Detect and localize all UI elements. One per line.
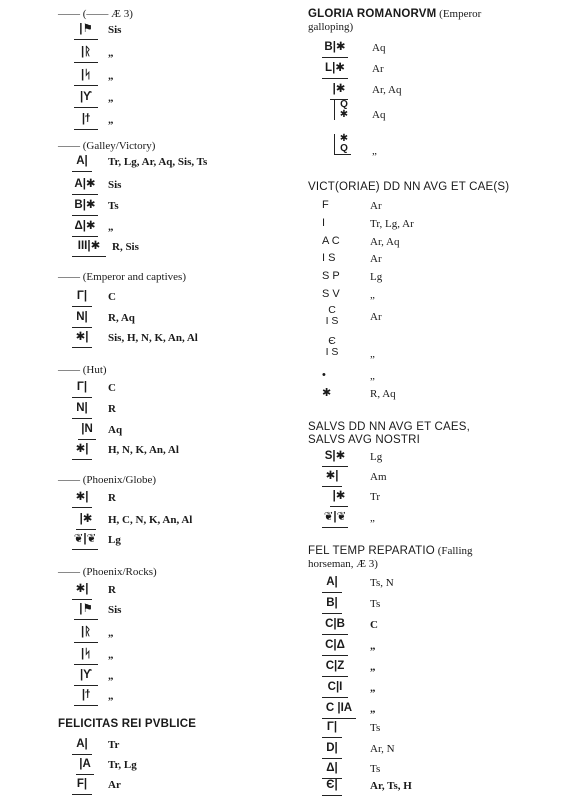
mint-list: Aq xyxy=(372,42,386,54)
mintmark: A|✱ xyxy=(72,177,98,195)
section-header: —— (Phoenix/Globe) xyxy=(58,474,157,486)
mint-list: R xyxy=(108,584,116,596)
mintmark: Γ| xyxy=(72,289,92,307)
mark-top: Є xyxy=(328,335,336,347)
section-header xyxy=(308,8,481,21)
section-header: SALVS DD NN AVG ET CAES, xyxy=(308,421,471,433)
mintmark: |ᚱ xyxy=(74,45,98,63)
mint-list: R, Aq xyxy=(108,312,135,324)
mint-list: „ xyxy=(370,289,375,301)
mintmark: C|I xyxy=(322,680,348,698)
mint-list: „ xyxy=(370,661,376,673)
mint-list: Ar xyxy=(372,63,384,75)
mintmark: C|Z xyxy=(322,659,348,677)
mint-list: Tr, Lg, Ar xyxy=(370,218,414,230)
mint-list: Ts xyxy=(370,598,381,610)
mint-list: Ts xyxy=(108,200,119,212)
mintmark: C|Δ xyxy=(322,638,348,656)
mark-top: C xyxy=(328,304,336,316)
section-globe xyxy=(58,474,156,487)
mintmark: |✱ xyxy=(330,82,348,100)
mint-list: „ xyxy=(372,145,377,157)
mintmark: D| xyxy=(322,741,342,759)
mintmark: B|✱ xyxy=(72,198,98,216)
mint-list: „ xyxy=(370,512,375,524)
legend-note: (Emperor xyxy=(436,8,482,20)
mark-bottom: Q xyxy=(340,143,348,154)
mint-list: „ xyxy=(108,670,114,682)
mintmark: • xyxy=(322,369,326,381)
section-header: —— (Phoenix/Rocks) xyxy=(58,566,157,578)
mintmark: |ᚱ xyxy=(74,625,98,643)
mint-list: „ xyxy=(108,649,114,661)
mint-list: „ xyxy=(370,640,376,652)
section-header-line2: SALVS AVG NOSTRI xyxy=(308,434,421,446)
mint-list: Ar xyxy=(370,200,382,212)
mintmark: C|B xyxy=(322,617,348,635)
mint-list: Sis xyxy=(108,604,122,616)
mintmark: ✱| xyxy=(72,442,92,460)
section-gloria xyxy=(308,8,481,34)
mint-list: Ar, Aq xyxy=(370,236,400,248)
mintmark: F xyxy=(322,199,329,211)
mintmark: ❦|❦ xyxy=(322,510,348,528)
mintmark: |N xyxy=(78,422,96,440)
mintmark: |A xyxy=(76,757,94,775)
legend-text: GLORIA ROMANORVM xyxy=(308,8,437,20)
mintmark: ❦|❦ xyxy=(72,532,98,550)
mint-list: R, Aq xyxy=(370,388,396,400)
mint-list: „ xyxy=(370,703,376,715)
mark-top: Q xyxy=(340,99,348,110)
mint-list: Ts xyxy=(370,763,381,775)
section-victoriae xyxy=(308,181,509,194)
mintmark: A C xyxy=(322,235,340,247)
mint-list: Tr xyxy=(370,491,380,503)
mintmark: |ϒ xyxy=(74,90,98,108)
stacked-mintmark xyxy=(334,134,351,155)
mint-list: Sis xyxy=(108,24,122,36)
mint-list: „ xyxy=(108,221,114,233)
mintmark: ✱| xyxy=(322,469,342,487)
section-header: —— (Emperor and captives) xyxy=(58,271,186,283)
mintmark: |ϯ xyxy=(74,688,98,706)
mintmark: |ϒ xyxy=(74,668,98,686)
section-header: VICT(ORIAE) DD NN AVG ET CAE(S) xyxy=(308,181,510,193)
mintmark: |ϯ xyxy=(74,112,98,130)
mint-list: „ xyxy=(370,370,375,382)
mint-list: Am xyxy=(370,471,387,483)
mint-list: Ar xyxy=(370,311,382,323)
mint-list: „ xyxy=(108,690,114,702)
section-captives xyxy=(58,271,186,284)
mintmark: ✱| xyxy=(72,330,92,348)
section-header: —— (—— Æ 3) xyxy=(58,8,133,20)
section-header: —— (Hut) xyxy=(58,364,107,376)
mint-list: Ar xyxy=(370,253,382,265)
mint-list: C xyxy=(370,619,378,631)
mintmark: S V xyxy=(322,288,340,300)
mintmark: |⚑ xyxy=(74,22,98,40)
mintmark: A| xyxy=(72,737,92,755)
mint-list: „ xyxy=(370,348,375,360)
mint-list: C xyxy=(108,291,116,303)
mint-list: Ar, N xyxy=(370,743,395,755)
mint-list: R xyxy=(108,492,116,504)
section-rocks xyxy=(58,566,157,579)
legend-text: FEL TEMP REPARATIO xyxy=(308,545,435,557)
mint-list: „ xyxy=(108,114,114,126)
section-header: FELICITAS REI PVBLICE xyxy=(58,718,197,730)
legend-note: (Falling xyxy=(434,545,473,557)
mintmark: Γ| xyxy=(322,720,342,738)
mint-list: Sis xyxy=(108,179,122,191)
mintmark: A| xyxy=(72,154,92,172)
mint-list: Lg xyxy=(370,451,383,463)
mark-bottom: ✱ xyxy=(339,109,349,120)
mintmark: S P xyxy=(322,270,340,282)
mintmark: L|✱ xyxy=(322,61,348,79)
section-header-line2: galloping) xyxy=(308,21,354,33)
section-header-line2: horseman, Æ 3) xyxy=(308,558,378,570)
mintmark: |ᛋ xyxy=(74,68,98,86)
mark-bottom: I S xyxy=(325,315,339,327)
mintmark: S|✱ xyxy=(322,449,348,467)
mint-list: H, N, K, An, Al xyxy=(108,444,179,456)
stacked-mintmark xyxy=(322,305,342,327)
section-salvs xyxy=(308,421,470,447)
mint-list: „ xyxy=(370,682,376,694)
mint-list: Aq xyxy=(372,109,386,121)
mintmark: |✱ xyxy=(330,489,348,507)
section-ae3 xyxy=(58,8,133,21)
mintmark: N| xyxy=(72,310,92,328)
mintmark: F| xyxy=(72,777,92,795)
mint-list: Tr, Lg, Ar, Aq, Sis, Ts xyxy=(108,156,208,168)
mintmark: I xyxy=(322,217,326,229)
mintmark: |✱ xyxy=(76,512,96,530)
mintmark: I S xyxy=(322,252,336,264)
mint-list: R xyxy=(108,403,116,415)
mintmark: ✱ xyxy=(322,387,332,399)
mint-list: Ts, N xyxy=(370,577,394,589)
mint-list: Tr, Lg xyxy=(108,759,137,771)
mintmark: Δ| xyxy=(322,761,342,779)
mark-bottom: I S xyxy=(325,346,339,358)
mint-list: Tr xyxy=(108,739,120,751)
mintmark: ✱| xyxy=(72,582,92,600)
mintmark: C |IA xyxy=(322,701,356,719)
section-fel-temp xyxy=(308,545,473,571)
section-header xyxy=(308,545,473,558)
mint-list: Ar, Ts, H xyxy=(370,780,412,792)
mintmark: Є| xyxy=(322,778,342,796)
mintmark: B| xyxy=(322,596,342,614)
mint-list: C xyxy=(108,382,116,394)
mintmark: Γ| xyxy=(72,380,92,398)
stacked-mintmark xyxy=(322,336,342,358)
mint-list: Ar xyxy=(108,779,121,791)
mint-list: Ar, Aq xyxy=(372,84,402,96)
section-hut xyxy=(58,364,107,377)
section-felicitas xyxy=(58,718,196,731)
mintmark: |⚑ xyxy=(74,602,98,620)
section-header: —— (Galley/Victory) xyxy=(58,140,156,152)
mintmark: N| xyxy=(72,401,92,419)
mintmark: B|✱ xyxy=(322,40,348,58)
mint-list: H, C, N, K, An, Al xyxy=(108,514,193,526)
mint-list: Sis, H, N, K, An, Al xyxy=(108,332,198,344)
section-galley xyxy=(58,140,155,153)
mint-list: „ xyxy=(108,627,114,639)
mint-list: „ xyxy=(108,47,114,59)
mint-list: Lg xyxy=(108,534,121,546)
mintmark: Δ|✱ xyxy=(72,219,98,237)
mintmark: A| xyxy=(322,575,342,593)
mint-list: Lg xyxy=(370,271,383,283)
mint-list: Ts xyxy=(370,722,381,734)
mint-list: „ xyxy=(108,92,114,104)
mintmark: |ᛋ xyxy=(74,647,98,665)
mintmark: ✱| xyxy=(72,490,92,508)
mintmark: III|✱ xyxy=(72,239,106,257)
mark-top: ✱ xyxy=(339,133,349,144)
mint-list: R, Sis xyxy=(112,241,139,253)
stacked-mintmark xyxy=(334,100,351,120)
mint-list: Aq xyxy=(108,424,123,436)
mint-list: „ xyxy=(108,70,114,82)
